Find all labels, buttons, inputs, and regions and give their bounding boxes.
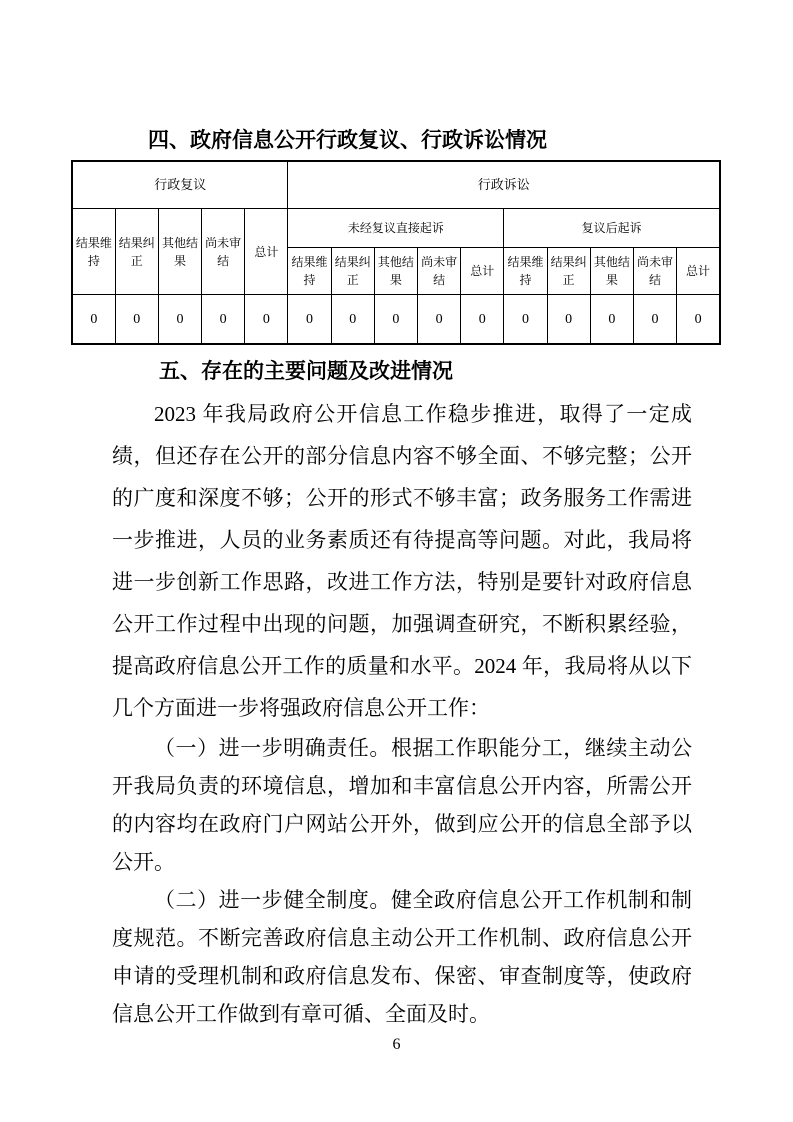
table-data-row [72, 295, 720, 345]
table-col-header: 其他结果 [374, 248, 417, 295]
table-value-cell: 0 [590, 295, 633, 345]
paragraph: （二）进一步健全制度。健全政府信息公开工作机制和制度规范。不断完善政府信息主动公开工作机制、政府信息公开申请的受理机制和政府信息发布、保密、审查制度等，使政府信息公开工作做到有章可循、全面及时。 [112, 888, 692, 1026]
table-col-header: 其他结果 [158, 209, 201, 295]
table-value-cell: 0 [331, 295, 374, 345]
table-col-header: 结果维持 [288, 248, 331, 295]
paragraph: 2023 年我局政府公开信息工作稳步推进，取得了一定成绩，但还存在公开的部分信息内容不够全面、不够完整；公开的广度和深度不够；公开的形式不够丰富；政务服务工作需进一步推进，人员的业务素质还有待提高等问题。对此，我局将进一步创新工作思路，改进工作方法，特别是要针对政府信息公开工作过程中出现的问题，加强调查研究，不断积累经验，提高政府信息公开工作的质量和水平。2024 年，我局将从以下几个方面进一步将强政府信息公开工作： [112, 402, 692, 720]
table-group-header: 行政诉讼 [288, 161, 720, 209]
review-litigation-table [71, 160, 721, 345]
table-col-header: 尚未审结 [202, 209, 245, 295]
table-group-header-row [72, 161, 720, 209]
table-value-cell: 0 [115, 295, 158, 345]
table-value-cell: 0 [418, 295, 461, 345]
table-value-cell: 0 [504, 295, 547, 345]
table-col-header: 结果纠正 [547, 248, 590, 295]
section-4-heading: 四、政府信息公开行政复议、行政诉讼情况 [148, 128, 547, 152]
table-value-cell: 0 [72, 295, 115, 345]
table-col-header: 结果纠正 [331, 248, 374, 295]
table-col-header: 结果维持 [504, 248, 547, 295]
section-5-body [112, 393, 692, 1033]
table-value-cell: 0 [461, 295, 504, 345]
paragraph: （一）进一步明确责任。根据工作职能分工，继续主动公开我局负责的环境信息，增加和丰富信息公开内容，所需公开的内容均在政府门户网站公开外，做到应公开的信息全部予以公开。 [112, 736, 692, 874]
table-col-header: 总计 [461, 248, 504, 295]
table-col-header: 总计 [677, 248, 720, 295]
table-col-header: 尚未审结 [418, 248, 461, 295]
table-value-cell: 0 [374, 295, 417, 345]
table-subgroup-header: 未经复议直接起诉 [288, 209, 504, 248]
table-value-cell: 0 [288, 295, 331, 345]
table-subgroup-row [72, 209, 720, 248]
table-value-cell: 0 [202, 295, 245, 345]
table-subgroup-header: 复议后起诉 [504, 209, 720, 248]
page-number: 6 [392, 1036, 401, 1053]
section-5-heading: 五、存在的主要问题及改进情况 [159, 359, 453, 383]
table-value-cell: 0 [633, 295, 676, 345]
table-value-cell: 0 [547, 295, 590, 345]
table-col-header: 结果维持 [72, 209, 115, 295]
table-value-cell: 0 [158, 295, 201, 345]
table-col-header: 其他结果 [590, 248, 633, 295]
table-col-header: 结果纠正 [115, 209, 158, 295]
table-value-cell: 0 [677, 295, 720, 345]
table-col-header: 总计 [245, 209, 288, 295]
table-col-header: 尚未审结 [633, 248, 676, 295]
table-group-header: 行政复议 [72, 161, 288, 209]
table-value-cell: 0 [245, 295, 288, 345]
